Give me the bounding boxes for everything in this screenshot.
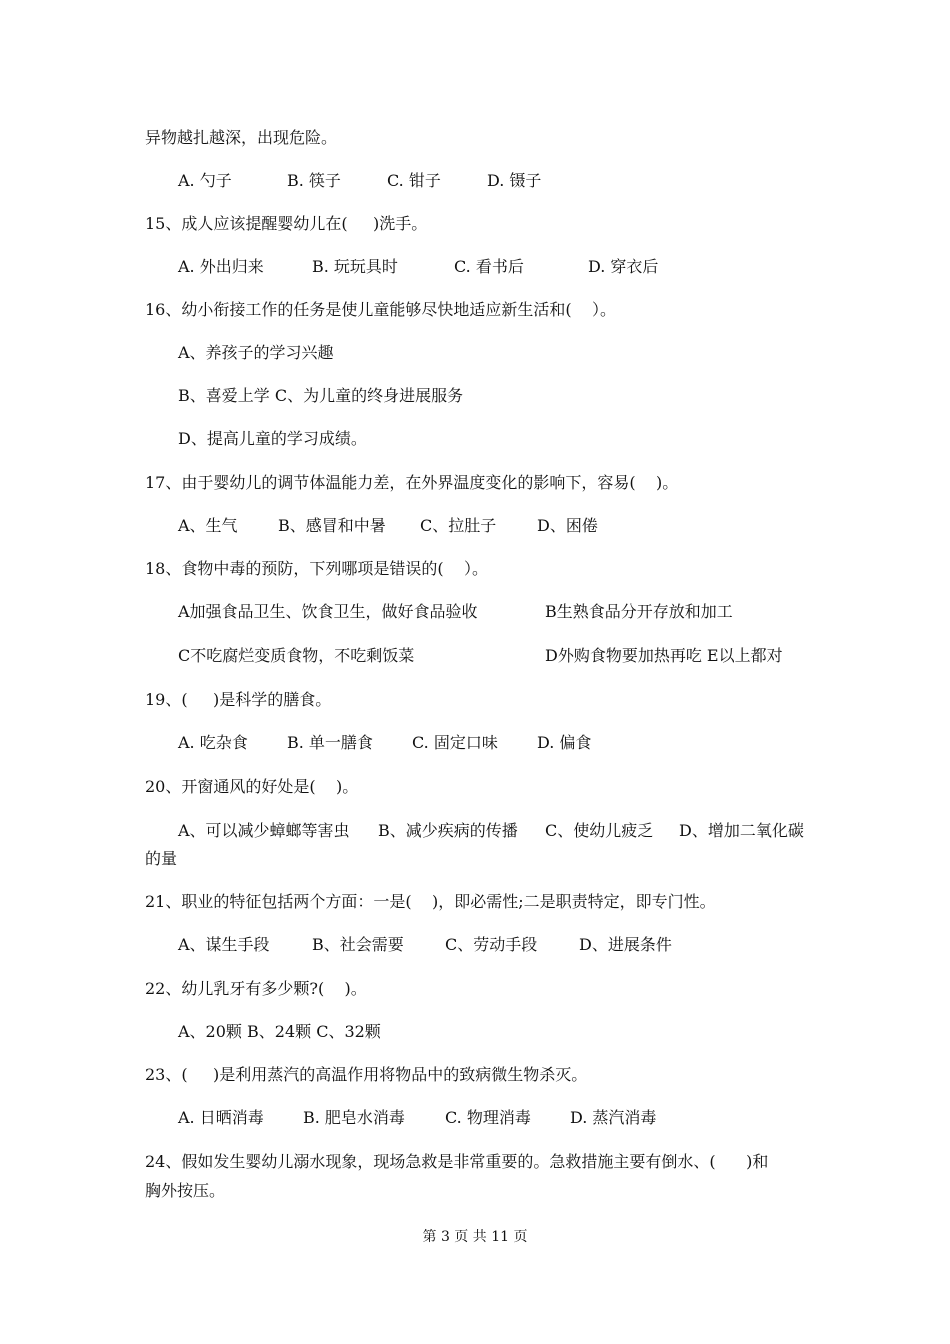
question-23: 23、( )是利用蒸汽的高温作用将物品中的致病微生物杀灭。	[145, 1065, 588, 1084]
question-15: 15、成人应该提醒婴幼儿在( )洗手。	[145, 214, 428, 233]
text-line: 的量	[145, 849, 178, 868]
question-19: 19、( )是科学的膳食。	[145, 690, 332, 709]
option-c: C不吃腐烂变质食物，不吃剩饭菜	[178, 646, 415, 665]
option-de: D外购食物要加热再吃 E以上都对	[545, 646, 783, 665]
option-a: A、谋生手段	[178, 935, 270, 954]
option-a: A、生气	[178, 516, 238, 535]
option-a: A、养孩子的学习兴趣	[178, 343, 334, 362]
options: A、20颗 B、24颗 C、32颗	[178, 1022, 381, 1041]
option-b: B、感冒和中暑	[278, 516, 386, 535]
option-c: C. 物理消毒	[445, 1108, 531, 1127]
option-b: B. 单一膳食	[287, 733, 373, 752]
question-18: 18、食物中毒的预防，下列哪项是错误的( ）。	[145, 559, 488, 578]
text-line: 胸外按压。	[145, 1181, 226, 1200]
option-a: A. 日晒消毒	[178, 1108, 264, 1127]
option-a: A. 吃杂食	[178, 733, 248, 752]
question-24: 24、假如发生婴幼儿溺水现象，现场急救是非常重要的。急救措施主要有倒水、( )和	[145, 1152, 769, 1171]
option-d: D、进展条件	[579, 935, 672, 954]
question-17: 17、由于婴幼儿的调节体温能力差，在外界温度变化的影响下，容易( )。	[145, 473, 679, 492]
option-c: C. 看书后	[454, 257, 524, 276]
option-b: B、社会需要	[312, 935, 404, 954]
option-d: D、提高儿童的学习成绩。	[178, 429, 367, 448]
option-a: A加强食品卫生、饮食卫生，做好食品验收	[178, 602, 478, 621]
option-d: D、困倦	[537, 516, 598, 535]
question-22: 22、幼儿乳牙有多少颗?( )。	[145, 979, 367, 998]
page-footer: 第 3 页 共 11 页	[422, 1229, 528, 1245]
option-b: B. 玩玩具时	[312, 257, 398, 276]
option-c: C. 固定口味	[412, 733, 498, 752]
option-d: D、增加二氧化碳	[679, 821, 804, 840]
option-c: C. 钳子	[387, 171, 441, 190]
option-d: D. 穿衣后	[588, 257, 659, 276]
option-a: A. 勺子	[178, 171, 232, 190]
option-d: D. 蒸汽消毒	[570, 1108, 657, 1127]
option-a: A、可以减少蟑螂等害虫	[178, 821, 350, 840]
option-b: B、减少疾病的传播	[378, 821, 518, 840]
question-16: 16、幼小衔接工作的任务是使儿童能够尽快地适应新生活和( ）。	[145, 300, 616, 319]
text-line: 异物越扎越深，出现危险。	[145, 128, 338, 147]
option-a: A. 外出归来	[178, 257, 264, 276]
question-20: 20、开窗通风的好处是( )。	[145, 777, 359, 796]
question-21: 21、职业的特征包括两个方面：一是( )，即必需性;二是职责特定，即专门性。	[145, 892, 716, 911]
option-c: C、使幼儿疲乏	[545, 821, 654, 840]
option-c: C、劳动手段	[445, 935, 538, 954]
option-d: D. 偏食	[537, 733, 592, 752]
option-d: D. 镊子	[487, 171, 542, 190]
option-b: B. 筷子	[287, 171, 341, 190]
option-c: C、拉肚子	[420, 516, 497, 535]
option-b: B生熟食品分开存放和加工	[545, 602, 733, 621]
option-bc: B、喜爱上学 C、为儿童的终身进展服务	[178, 386, 464, 405]
option-b: B. 肥皂水消毒	[303, 1108, 405, 1127]
